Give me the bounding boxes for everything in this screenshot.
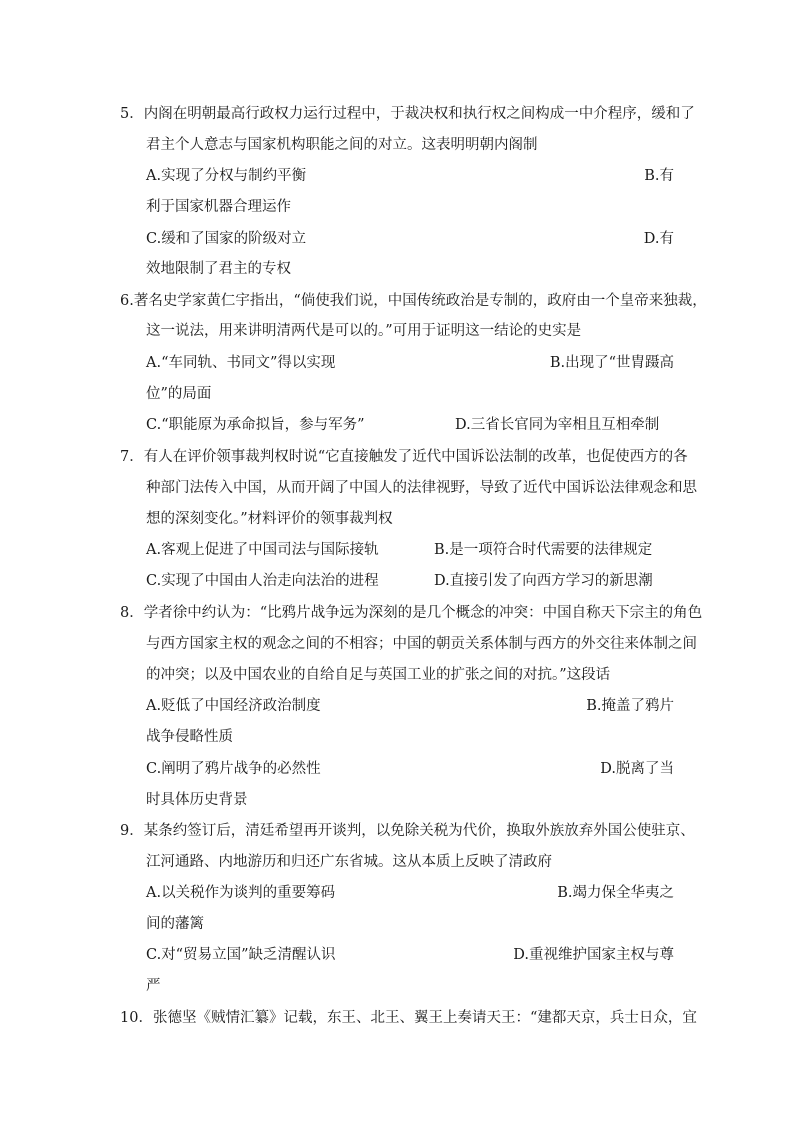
option-b: B.是一项符合时代需要的法律规定 (434, 542, 653, 558)
option-a: A.实现了分权与制约平衡 (146, 168, 307, 184)
option-a: A.贬低了中国经济政治制度 (146, 698, 321, 714)
question-stem-line: 的冲突；以及中国农业的自给自足与英国工业的扩张之间的对抗。”这段话 (146, 667, 611, 683)
question-stem-line: 这一说法，用来讲明清两代是可以的。”可用于证明这一结论的史实是 (146, 323, 582, 339)
option-d: D.有 (643, 231, 674, 247)
question-number: 10． (120, 1010, 153, 1026)
question-stem-line: 5．内阁在明朝最高行政权力运行过程中，于裁决权和执行权之间构成一中介程序，缓和了 (120, 106, 695, 122)
question-stem-line: 种部门法传入中国，从而开阔了中国人的法律视野，导致了近代中国诉讼法律观念和思 (146, 480, 697, 496)
option-b-wrap: 间的藩篱 (146, 916, 204, 932)
question-number: 5． (120, 106, 144, 122)
option-a: A.以关税作为谈判的重要筹码 (146, 885, 336, 901)
option-c: C.缓和了国家的阶级对立 (146, 231, 307, 247)
option-d-wrap: 效地限制了君主的专权 (146, 261, 291, 277)
option-c: C.阐明了鸦片战争的必然性 (146, 761, 321, 777)
option-a: A.“车同轨、书同文”得以实现 (146, 355, 336, 371)
question-stem-line: 江河通路、内地游历和归还广东省城。这从本质上反映了清政府 (146, 854, 552, 870)
option-b: B.竭力保全华夷之 (557, 885, 674, 901)
option-d: D.脱离了当 (600, 761, 674, 777)
question-number: 7． (120, 449, 144, 465)
option-d: D.直接引发了向西方学习的新思潮 (434, 573, 653, 589)
option-b: B.有 (644, 168, 674, 184)
question-stem-line: 6.著名史学家黄仁宇指出，“倘使我们说，中国传统政治是专制的，政府由一个皇帝来独裁， (120, 293, 707, 309)
question-stem-line: 想的深刻变化。”材料评价的领事裁判权 (146, 511, 393, 527)
option-d-wrap: 严 (146, 978, 161, 994)
option-c: C.“职能原为承命拟旨，参与军务” (146, 417, 365, 433)
question-number: 6. (120, 293, 134, 309)
option-d-wrap: 时具体历史背景 (146, 792, 248, 808)
question-stem-line: 7．有人在评价领事裁判权时说“它直接触发了近代中国诉讼法制的改革，也促使西方的各 (120, 449, 688, 465)
question-stem-line: 9．某条约签订后，清廷希望再开谈判，以免除关税为代价，换取外族放弃外国公使驻京、 (120, 823, 695, 839)
question-stem-line: 与西方国家主权的观念之间的不相容；中国的朝贡关系体制与西方的外交往来体制之间 (146, 636, 697, 652)
option-b-wrap: 利于国家机器合理运作 (146, 199, 291, 215)
option-b-wrap: 战争侵略性质 (146, 729, 233, 745)
option-b: B.出现了“世胄蹑高 (549, 355, 674, 371)
option-d: D.重视维护国家主权与尊 (513, 947, 674, 963)
question-stem-line: 君主个人意志与国家机构职能之间的对立。这表明明朝内阁制 (146, 137, 538, 153)
question-stem-line: 10．张德坚《贼情汇纂》记载，东王、北王、翼王上奏请天王：“建都天京，兵士日众，宜 (120, 1010, 697, 1026)
option-b-wrap: 位”的局面 (146, 386, 212, 402)
question-number: 8． (120, 605, 144, 621)
option-d: D.三省长官同为宰相且互相牵制 (455, 417, 660, 433)
question-number: 9． (120, 823, 144, 839)
option-c: C.实现了中国由人治走向法治的进程 (146, 573, 379, 589)
question-stem-line: 8．学者徐中约认为：“比鸦片战争远为深刻的是几个概念的冲突：中国自称天下宗主的角色 (120, 605, 703, 621)
option-c: C.对“贸易立国”缺乏清醒认识 (146, 947, 336, 963)
option-a: A.客观上促进了中国司法与国际接轨 (146, 542, 379, 558)
option-b: B.掩盖了鸦片 (586, 698, 674, 714)
